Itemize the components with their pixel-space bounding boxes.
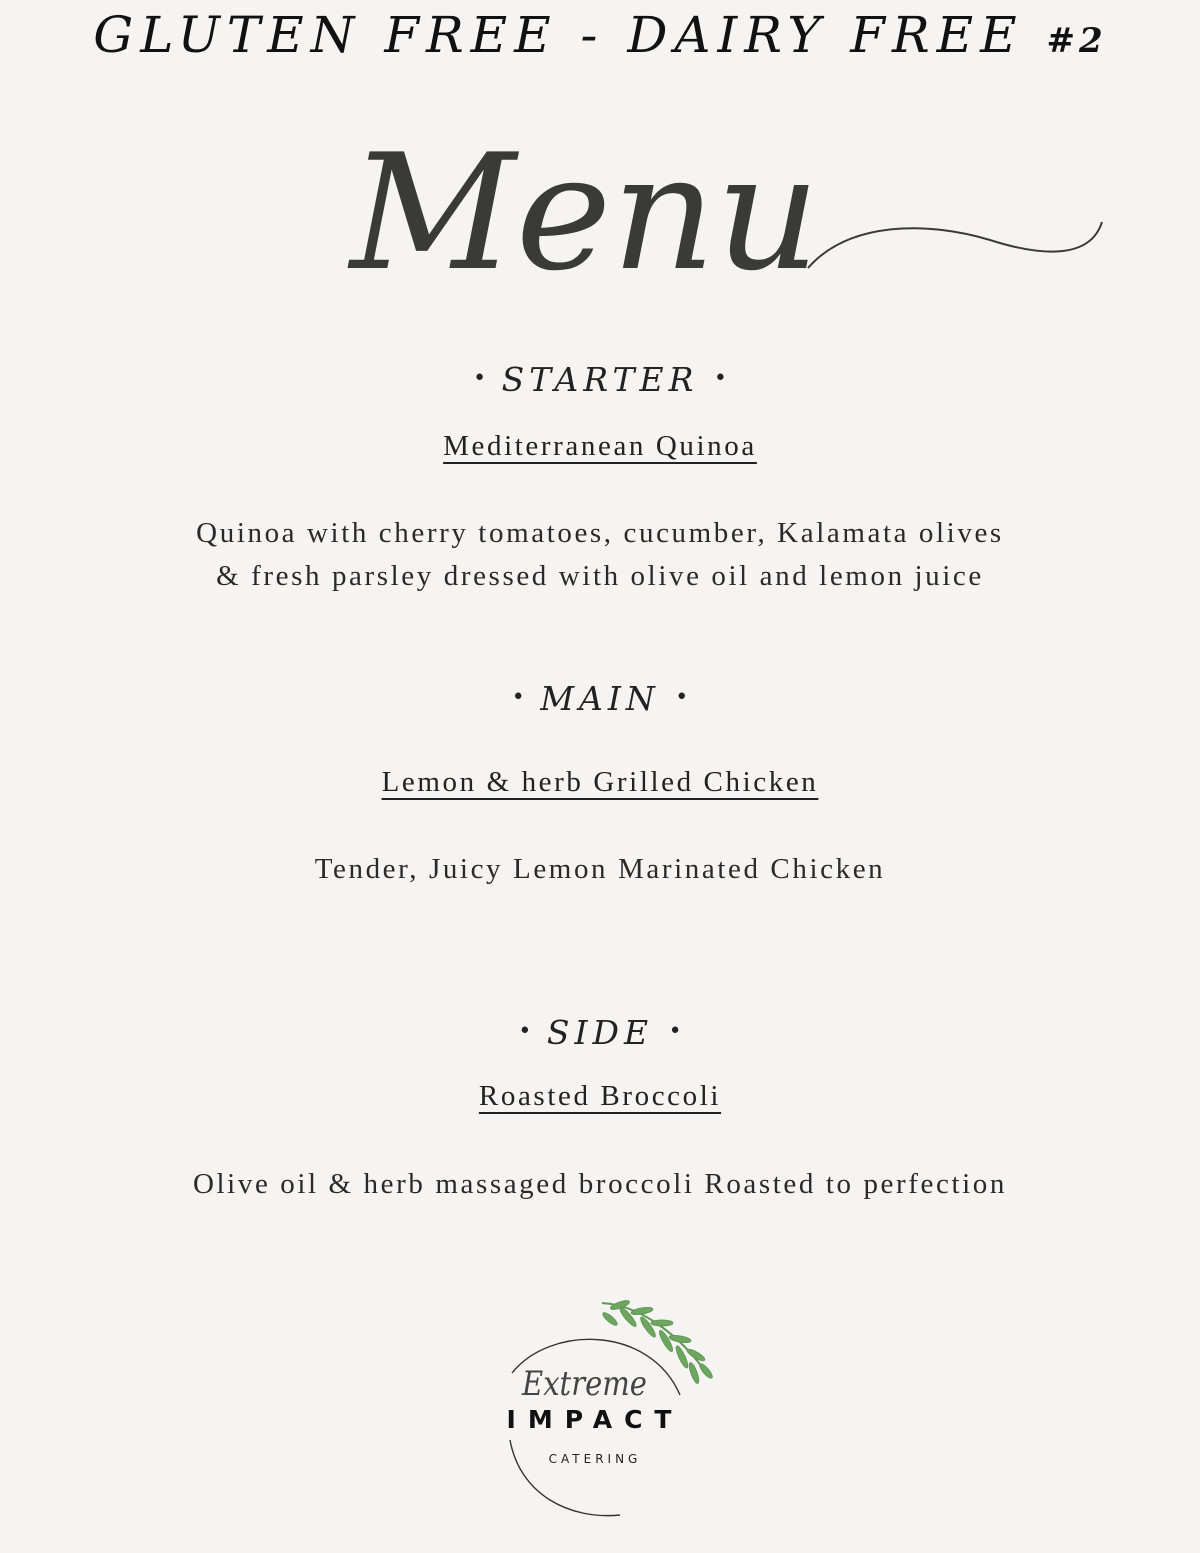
bullet-dot: • [668,1019,682,1044]
section-heading-main [0,679,1200,718]
section-heading-side [0,1013,1200,1052]
dish-description-side: Olive oil & herb massaged broccoli Roasted to perfection [192,1168,1007,1200]
header-menu-number: #2 [1046,21,1107,61]
dish-description-starter: Quinoa with cherry tomatoes, cucumber, Kalamata olives & fresh parsley dressed with olive oil and lemon juice [196,517,1004,592]
bullet-dot: • [518,1019,532,1044]
menu-header-title [0,6,1200,64]
dish-description-main: Tender, Juicy Lemon Marinated Chicken [314,853,886,885]
dish-title-text: Lemon & herb Grilled Chicken [381,766,819,798]
bullet-dot: • [675,685,689,710]
dish-title-main [0,766,1200,799]
dish-title-side [0,1080,1200,1113]
dish-title-starter [0,430,1200,463]
section-heading-text: MAIN [540,679,660,718]
menu-flourish [808,222,1102,268]
section-heading-text: STARTER [501,360,699,399]
bullet-dot: • [713,366,727,391]
dish-title-text: Mediterranean Quinoa [443,430,757,462]
logo-script-word: Extreme [521,1364,647,1404]
menu-script-text: Menu [346,119,820,300]
bullet-dot: • [511,685,525,710]
section-heading-starter [0,360,1200,399]
section-heading-text: SIDE [546,1013,654,1052]
logo-tagline: CATERING [548,1452,642,1466]
header-title-text: GLUTEN FREE - DAIRY FREE [93,6,1024,64]
logo-name: IMPACT [506,1405,684,1434]
dish-title-text: Roasted Broccoli [478,1080,722,1112]
bullet-dot: • [473,366,487,391]
menu-script-title [330,100,1120,300]
